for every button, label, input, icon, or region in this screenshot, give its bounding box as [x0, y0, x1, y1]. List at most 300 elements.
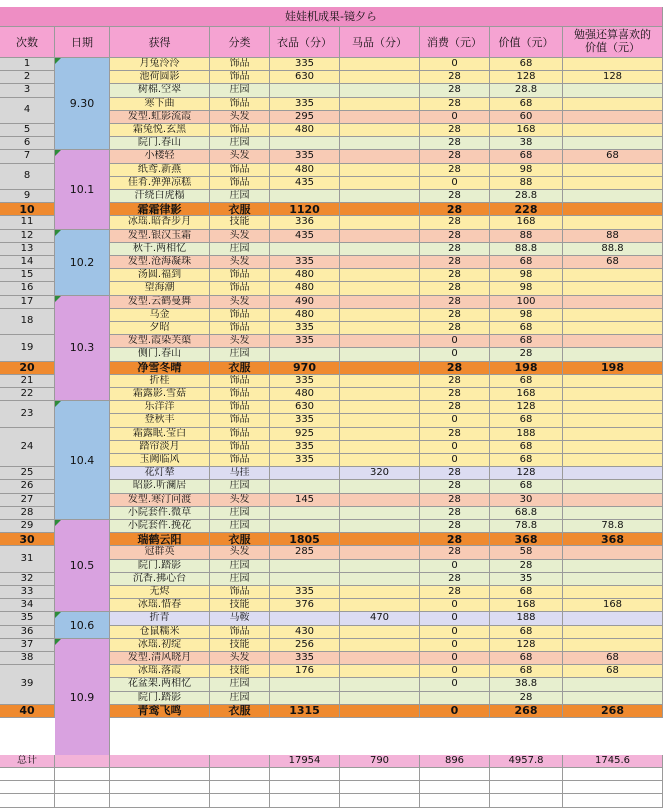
item-cell[interactable]: 无烬 [110, 586, 210, 599]
yi-score-cell[interactable]: 480 [270, 388, 340, 401]
category-cell[interactable]: 庄园 [210, 84, 270, 97]
yi-score-cell[interactable]: 630 [270, 401, 340, 414]
empty-cell[interactable] [270, 794, 340, 807]
liked-value-cell[interactable] [563, 282, 663, 295]
count-cell[interactable]: 14 [0, 256, 55, 269]
category-cell[interactable]: 头发 [210, 546, 270, 559]
liked-value-cell[interactable]: 368 [563, 533, 663, 546]
ma-score-cell[interactable] [340, 256, 420, 269]
count-cell[interactable]: 26 [0, 480, 55, 493]
item-cell[interactable]: 霜露影.雪菇 [110, 388, 210, 401]
cost-cell[interactable]: 28 [420, 98, 490, 111]
ma-score-cell[interactable] [340, 296, 420, 309]
cost-cell[interactable]: 28 [420, 428, 490, 441]
header-col-value[interactable]: 价值（元） [490, 27, 563, 58]
category-cell[interactable]: 头发 [210, 230, 270, 243]
yi-score-cell[interactable] [270, 573, 340, 586]
yi-score-cell[interactable]: 335 [270, 652, 340, 665]
item-cell[interactable]: 冰瑶.暗香步月 [110, 216, 210, 229]
category-cell[interactable]: 饰品 [210, 177, 270, 190]
empty-cell[interactable] [420, 768, 490, 781]
count-cell[interactable]: 34 [0, 599, 55, 612]
category-cell[interactable]: 衣服 [210, 533, 270, 546]
item-cell[interactable]: 侧门.春山 [110, 348, 210, 361]
item-cell[interactable]: 冠群英 [110, 546, 210, 559]
category-cell[interactable]: 头发 [210, 111, 270, 124]
value-cell[interactable]: 68 [490, 256, 563, 269]
ma-score-cell[interactable] [340, 322, 420, 335]
count-cell[interactable]: 1 [0, 58, 55, 71]
cost-cell[interactable] [420, 692, 490, 705]
header-col-category[interactable]: 分类 [210, 27, 270, 58]
category-cell[interactable]: 衣服 [210, 203, 270, 216]
category-cell[interactable]: 饰品 [210, 269, 270, 282]
category-cell[interactable]: 饰品 [210, 441, 270, 454]
liked-value-cell[interactable] [563, 507, 663, 520]
yi-score-cell[interactable]: 335 [270, 150, 340, 163]
liked-value-cell[interactable] [563, 111, 663, 124]
count-cell[interactable]: 39 [0, 665, 55, 705]
item-cell[interactable]: 纸鸢.新燕 [110, 164, 210, 177]
count-cell[interactable]: 13 [0, 243, 55, 256]
value-cell[interactable]: 98 [490, 269, 563, 282]
ma-score-cell[interactable] [340, 190, 420, 203]
liked-value-cell[interactable] [563, 98, 663, 111]
count-cell[interactable]: 31 [0, 546, 55, 572]
yi-score-cell[interactable]: 176 [270, 665, 340, 678]
value-cell[interactable]: 68.8 [490, 507, 563, 520]
value-cell[interactable]: 28 [490, 348, 563, 361]
count-cell[interactable]: 21 [0, 375, 55, 388]
liked-value-cell[interactable]: 68 [563, 150, 663, 163]
ma-score-cell[interactable] [340, 58, 420, 71]
yi-score-cell[interactable] [270, 678, 340, 691]
sheet-title[interactable]: 娃娃机成果-镜夕ら [0, 7, 663, 27]
count-cell[interactable]: 4 [0, 98, 55, 124]
count-cell[interactable]: 27 [0, 494, 55, 507]
yi-score-cell[interactable] [270, 190, 340, 203]
ma-score-cell[interactable] [340, 454, 420, 467]
liked-value-cell[interactable]: 88 [563, 230, 663, 243]
cost-cell[interactable]: 0 [420, 639, 490, 652]
item-cell[interactable]: 池荷圆影 [110, 71, 210, 84]
empty-cell[interactable] [563, 781, 663, 794]
item-cell[interactable]: 乐洋洋 [110, 401, 210, 414]
yi-score-cell[interactable]: 480 [270, 164, 340, 177]
cost-cell[interactable]: 0 [420, 626, 490, 639]
header-col-ma-score[interactable]: 马品（分） [340, 27, 420, 58]
yi-score-cell[interactable]: 256 [270, 639, 340, 652]
yi-score-cell[interactable]: 435 [270, 230, 340, 243]
ma-score-cell[interactable] [340, 71, 420, 84]
cost-cell[interactable]: 28 [420, 150, 490, 163]
item-cell[interactable]: 霜霜律影 [110, 203, 210, 216]
empty-cell[interactable] [420, 781, 490, 794]
yi-score-cell[interactable] [270, 348, 340, 361]
item-cell[interactable]: 沉香.拂心台 [110, 573, 210, 586]
cost-cell[interactable]: 28 [420, 573, 490, 586]
yi-score-cell[interactable] [270, 243, 340, 256]
liked-value-cell[interactable] [563, 428, 663, 441]
liked-value-cell[interactable] [563, 216, 663, 229]
item-cell[interactable]: 树棉.空翠 [110, 84, 210, 97]
date-cell[interactable]: 9.30 [55, 58, 110, 150]
category-cell[interactable]: 饰品 [210, 586, 270, 599]
cost-cell[interactable]: 28 [420, 533, 490, 546]
cost-cell[interactable]: 28 [420, 467, 490, 480]
value-cell[interactable]: 60 [490, 111, 563, 124]
value-cell[interactable]: 68 [490, 414, 563, 427]
yi-score-cell[interactable] [270, 137, 340, 150]
liked-value-cell[interactable] [563, 692, 663, 705]
liked-value-cell[interactable] [563, 480, 663, 493]
yi-score-cell[interactable]: 1315 [270, 705, 340, 718]
value-cell[interactable]: 78.8 [490, 520, 563, 533]
date-cell[interactable]: 10.5 [55, 520, 110, 612]
cost-cell[interactable]: 28 [420, 84, 490, 97]
item-cell[interactable]: 秋千.两相忆 [110, 243, 210, 256]
liked-value-cell[interactable] [563, 348, 663, 361]
empty-cell[interactable] [55, 768, 110, 781]
item-cell[interactable]: 昭影.听澜居 [110, 480, 210, 493]
ma-score-cell[interactable] [340, 243, 420, 256]
ma-score-cell[interactable] [340, 150, 420, 163]
category-cell[interactable]: 头发 [210, 256, 270, 269]
cost-cell[interactable]: 28 [420, 546, 490, 559]
yi-score-cell[interactable]: 1120 [270, 203, 340, 216]
category-cell[interactable]: 衣服 [210, 705, 270, 718]
cost-cell[interactable]: 28 [420, 137, 490, 150]
empty-cell[interactable] [0, 768, 55, 781]
count-cell[interactable]: 9 [0, 190, 55, 203]
liked-value-cell[interactable] [563, 626, 663, 639]
value-cell[interactable]: 188 [490, 612, 563, 625]
value-cell[interactable]: 128 [490, 71, 563, 84]
ma-score-cell[interactable] [340, 401, 420, 414]
cost-cell[interactable]: 28 [420, 164, 490, 177]
ma-score-cell[interactable] [340, 639, 420, 652]
liked-value-cell[interactable] [563, 137, 663, 150]
item-cell[interactable]: 乌金 [110, 309, 210, 322]
value-cell[interactable]: 98 [490, 282, 563, 295]
value-cell[interactable]: 28.8 [490, 84, 563, 97]
ma-score-cell[interactable] [340, 388, 420, 401]
ma-score-cell[interactable] [340, 216, 420, 229]
liked-value-cell[interactable]: 68 [563, 256, 663, 269]
liked-value-cell[interactable]: 268 [563, 705, 663, 718]
cost-cell[interactable]: 28 [420, 520, 490, 533]
item-cell[interactable]: 院门.春山 [110, 137, 210, 150]
cost-cell[interactable]: 0 [420, 335, 490, 348]
total-liked-value[interactable]: 1745.6 [563, 755, 663, 768]
ma-score-cell[interactable] [340, 652, 420, 665]
liked-value-cell[interactable] [563, 401, 663, 414]
category-cell[interactable]: 头发 [210, 652, 270, 665]
category-cell[interactable]: 头发 [210, 296, 270, 309]
ma-score-cell[interactable] [340, 348, 420, 361]
value-cell[interactable]: 188 [490, 428, 563, 441]
yi-score-cell[interactable]: 335 [270, 441, 340, 454]
liked-value-cell[interactable]: 68 [563, 652, 663, 665]
total-cost[interactable]: 896 [420, 755, 490, 768]
empty-cell[interactable] [0, 781, 55, 794]
ma-score-cell[interactable] [340, 335, 420, 348]
liked-value-cell[interactable] [563, 678, 663, 691]
item-cell[interactable]: 青鸾飞鸣 [110, 705, 210, 718]
ma-score-cell[interactable] [340, 665, 420, 678]
cost-cell[interactable]: 28 [420, 243, 490, 256]
empty-cell[interactable] [110, 768, 210, 781]
ma-score-cell[interactable] [340, 111, 420, 124]
empty-cell[interactable] [490, 794, 563, 807]
cost-cell[interactable]: 28 [420, 494, 490, 507]
ma-score-cell[interactable] [340, 626, 420, 639]
liked-value-cell[interactable] [563, 612, 663, 625]
category-cell[interactable]: 饰品 [210, 71, 270, 84]
count-cell[interactable]: 17 [0, 296, 55, 309]
yi-score-cell[interactable]: 295 [270, 111, 340, 124]
item-cell[interactable]: 小院套件.微草 [110, 507, 210, 520]
liked-value-cell[interactable] [563, 164, 663, 177]
count-cell[interactable]: 3 [0, 84, 55, 97]
cost-cell[interactable]: 28 [420, 586, 490, 599]
ma-score-cell[interactable]: 470 [340, 612, 420, 625]
value-cell[interactable]: 88.8 [490, 243, 563, 256]
cost-cell[interactable]: 0 [420, 454, 490, 467]
item-cell[interactable]: 发型.霞染芙蕖 [110, 335, 210, 348]
total-yi-score[interactable]: 17954 [270, 755, 340, 768]
ma-score-cell[interactable] [340, 137, 420, 150]
ma-score-cell[interactable] [340, 520, 420, 533]
ma-score-cell[interactable] [340, 282, 420, 295]
cost-cell[interactable]: 28 [420, 322, 490, 335]
count-cell[interactable]: 12 [0, 230, 55, 243]
item-cell[interactable]: 佳肴.弹弹凉糕 [110, 177, 210, 190]
yi-score-cell[interactable]: 335 [270, 256, 340, 269]
count-cell[interactable]: 33 [0, 586, 55, 599]
cost-cell[interactable]: 28 [420, 309, 490, 322]
yi-score-cell[interactable]: 1805 [270, 533, 340, 546]
item-cell[interactable]: 折桂 [110, 375, 210, 388]
ma-score-cell[interactable] [340, 177, 420, 190]
item-cell[interactable]: 院门.踏影 [110, 692, 210, 705]
empty-cell[interactable] [270, 768, 340, 781]
yi-score-cell[interactable]: 335 [270, 454, 340, 467]
yi-score-cell[interactable] [270, 520, 340, 533]
count-cell[interactable]: 6 [0, 137, 55, 150]
value-cell[interactable]: 68 [490, 335, 563, 348]
item-cell[interactable]: 院门.踏影 [110, 560, 210, 573]
category-cell[interactable]: 头发 [210, 494, 270, 507]
value-cell[interactable]: 168 [490, 124, 563, 137]
value-cell[interactable]: 88 [490, 230, 563, 243]
empty-cell[interactable] [490, 768, 563, 781]
category-cell[interactable]: 饰品 [210, 375, 270, 388]
liked-value-cell[interactable] [563, 454, 663, 467]
ma-score-cell[interactable] [340, 98, 420, 111]
liked-value-cell[interactable]: 78.8 [563, 520, 663, 533]
ma-score-cell[interactable] [340, 84, 420, 97]
empty-cell[interactable] [55, 781, 110, 794]
ma-score-cell[interactable] [340, 480, 420, 493]
value-cell[interactable]: 128 [490, 639, 563, 652]
item-cell[interactable]: 霜露眠.莹白 [110, 428, 210, 441]
ma-score-cell[interactable] [340, 362, 420, 375]
value-cell[interactable]: 68 [490, 375, 563, 388]
ma-score-cell[interactable] [340, 560, 420, 573]
category-cell[interactable]: 技能 [210, 216, 270, 229]
cost-cell[interactable]: 0 [420, 705, 490, 718]
value-cell[interactable]: 168 [490, 216, 563, 229]
header-col-cost[interactable]: 消费（元） [420, 27, 490, 58]
item-cell[interactable]: 小楼轻 [110, 150, 210, 163]
date-cell[interactable]: 10.6 [55, 612, 110, 638]
ma-score-cell[interactable] [340, 164, 420, 177]
ma-score-cell[interactable] [340, 507, 420, 520]
cost-cell[interactable]: 28 [420, 362, 490, 375]
item-cell[interactable]: 仓鼠糯米 [110, 626, 210, 639]
count-cell[interactable]: 25 [0, 467, 55, 480]
category-cell[interactable]: 饰品 [210, 98, 270, 111]
date-cell[interactable]: 10.1 [55, 150, 110, 229]
category-cell[interactable]: 饰品 [210, 414, 270, 427]
item-cell[interactable]: 望海潮 [110, 282, 210, 295]
yi-score-cell[interactable]: 285 [270, 546, 340, 559]
ma-score-cell[interactable] [340, 124, 420, 137]
empty-cell[interactable] [270, 781, 340, 794]
cost-cell[interactable]: 0 [420, 612, 490, 625]
yi-score-cell[interactable]: 430 [270, 626, 340, 639]
empty-cell[interactable] [210, 768, 270, 781]
value-cell[interactable]: 68 [490, 150, 563, 163]
count-cell[interactable]: 2 [0, 71, 55, 84]
total-empty[interactable] [55, 755, 110, 768]
cost-cell[interactable]: 0 [420, 177, 490, 190]
yi-score-cell[interactable]: 335 [270, 414, 340, 427]
value-cell[interactable]: 68 [490, 652, 563, 665]
item-cell[interactable]: 登秋丰 [110, 414, 210, 427]
liked-value-cell[interactable]: 198 [563, 362, 663, 375]
ma-score-cell[interactable] [340, 494, 420, 507]
ma-score-cell[interactable] [340, 441, 420, 454]
count-cell[interactable]: 16 [0, 282, 55, 295]
liked-value-cell[interactable] [563, 58, 663, 71]
yi-score-cell[interactable] [270, 612, 340, 625]
value-cell[interactable]: 68 [490, 58, 563, 71]
ma-score-cell[interactable]: 320 [340, 467, 420, 480]
value-cell[interactable]: 368 [490, 533, 563, 546]
liked-value-cell[interactable] [563, 546, 663, 559]
cost-cell[interactable]: 0 [420, 441, 490, 454]
category-cell[interactable]: 饰品 [210, 58, 270, 71]
category-cell[interactable]: 庄园 [210, 692, 270, 705]
empty-cell[interactable] [110, 781, 210, 794]
yi-score-cell[interactable] [270, 84, 340, 97]
liked-value-cell[interactable] [563, 84, 663, 97]
liked-value-cell[interactable] [563, 203, 663, 216]
empty-cell[interactable] [110, 794, 210, 807]
yi-score-cell[interactable]: 335 [270, 375, 340, 388]
count-cell[interactable]: 5 [0, 124, 55, 137]
liked-value-cell[interactable] [563, 441, 663, 454]
liked-value-cell[interactable] [563, 124, 663, 137]
category-cell[interactable]: 饰品 [210, 454, 270, 467]
liked-value-cell[interactable] [563, 177, 663, 190]
value-cell[interactable]: 68 [490, 626, 563, 639]
count-cell[interactable]: 36 [0, 626, 55, 639]
category-cell[interactable]: 头发 [210, 335, 270, 348]
category-cell[interactable]: 饰品 [210, 401, 270, 414]
yi-score-cell[interactable]: 335 [270, 58, 340, 71]
item-cell[interactable]: 月兔泠泠 [110, 58, 210, 71]
item-cell[interactable]: 发型.云鹤曼舞 [110, 296, 210, 309]
yi-score-cell[interactable]: 145 [270, 494, 340, 507]
category-cell[interactable]: 庄园 [210, 190, 270, 203]
yi-score-cell[interactable]: 480 [270, 309, 340, 322]
value-cell[interactable]: 168 [490, 599, 563, 612]
yi-score-cell[interactable]: 376 [270, 599, 340, 612]
cost-cell[interactable]: 28 [420, 507, 490, 520]
empty-cell[interactable] [563, 768, 663, 781]
value-cell[interactable]: 28 [490, 560, 563, 573]
empty-cell[interactable] [210, 781, 270, 794]
count-cell[interactable]: 29 [0, 520, 55, 533]
value-cell[interactable]: 68 [490, 480, 563, 493]
category-cell[interactable]: 马鞍 [210, 612, 270, 625]
liked-value-cell[interactable] [563, 494, 663, 507]
empty-cell[interactable] [340, 781, 420, 794]
count-cell[interactable]: 7 [0, 150, 55, 163]
item-cell[interactable]: 夕昭 [110, 322, 210, 335]
category-cell[interactable]: 技能 [210, 665, 270, 678]
cost-cell[interactable]: 28 [420, 124, 490, 137]
count-cell[interactable]: 10 [0, 203, 55, 216]
category-cell[interactable]: 庄园 [210, 480, 270, 493]
value-cell[interactable]: 228 [490, 203, 563, 216]
category-cell[interactable]: 庄园 [210, 678, 270, 691]
cost-cell[interactable]: 0 [420, 348, 490, 361]
value-cell[interactable]: 30 [490, 494, 563, 507]
cost-cell[interactable]: 28 [420, 401, 490, 414]
item-cell[interactable]: 折青 [110, 612, 210, 625]
ma-score-cell[interactable] [340, 375, 420, 388]
liked-value-cell[interactable]: 68 [563, 665, 663, 678]
item-cell[interactable]: 小院套件.挽花 [110, 520, 210, 533]
header-col-date[interactable]: 日期 [55, 27, 110, 58]
value-cell[interactable]: 198 [490, 362, 563, 375]
count-cell[interactable]: 22 [0, 388, 55, 401]
count-cell[interactable]: 35 [0, 612, 55, 625]
liked-value-cell[interactable] [563, 639, 663, 652]
ma-score-cell[interactable] [340, 309, 420, 322]
empty-cell[interactable] [490, 781, 563, 794]
ma-score-cell[interactable] [340, 546, 420, 559]
item-cell[interactable]: 净雪冬晴 [110, 362, 210, 375]
liked-value-cell[interactable]: 168 [563, 599, 663, 612]
liked-value-cell[interactable] [563, 296, 663, 309]
yi-score-cell[interactable] [270, 507, 340, 520]
liked-value-cell[interactable] [563, 573, 663, 586]
ma-score-cell[interactable] [340, 692, 420, 705]
value-cell[interactable]: 68 [490, 665, 563, 678]
yi-score-cell[interactable]: 630 [270, 71, 340, 84]
empty-cell[interactable] [55, 794, 110, 807]
item-cell[interactable]: 瑞鹤云阳 [110, 533, 210, 546]
category-cell[interactable]: 饰品 [210, 626, 270, 639]
liked-value-cell[interactable]: 128 [563, 71, 663, 84]
cost-cell[interactable]: 28 [420, 190, 490, 203]
empty-cell[interactable] [210, 794, 270, 807]
